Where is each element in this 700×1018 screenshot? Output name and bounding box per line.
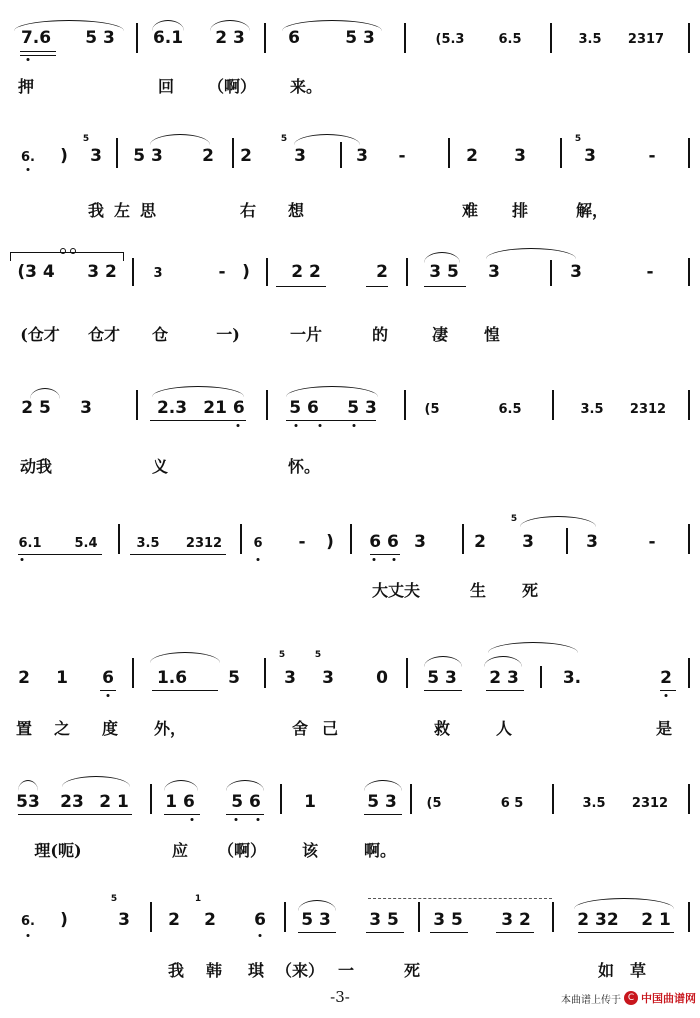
note: 21 6 [203,398,245,418]
note: 3 [356,146,368,166]
watermark-brand: 中国曲谱网 [641,992,696,1005]
lyrics-row [0,958,700,1018]
lyric: 左 [113,201,131,220]
note: 3 5 [433,910,463,930]
note: 3.5 [136,536,160,551]
note: ) [326,532,334,552]
lyric: 动我 [19,457,53,476]
notes-row: 2 1 6 1.6 5 5 3 5 3 0 5 3 2 3 3. 2 [0,640,700,700]
note: 2.3 [156,398,188,418]
note: 2 [18,668,30,688]
lyric: 置 [15,719,33,738]
lyric: （来） [275,961,325,980]
notes-row [0,384,700,444]
site-logo-icon: C [624,991,638,1005]
note: 5.4 [74,536,98,551]
lyric: 想 [287,201,305,220]
lyric: 生 [469,581,487,600]
lyric: 韩 [205,961,223,980]
note: ) [60,146,68,166]
note: (5 [426,796,442,811]
note: 2312 [185,536,223,551]
lyric: 凄 [431,325,449,344]
lyric: （啊） [217,841,267,860]
note: 2 [466,146,478,166]
notes-row [0,246,700,306]
note: 6.5 [498,32,522,47]
note: 3 [414,532,426,552]
note: (3 4 [17,262,55,282]
note: 5 3 [427,668,457,688]
note: 1 [304,792,316,812]
lyric: 该 [301,841,319,860]
lyric: 义 [151,457,169,476]
lyric: 琪 [247,961,265,980]
note: 3. [562,668,582,688]
note: 3 [153,266,163,281]
watermark [561,990,696,1006]
note: 3 [570,262,582,282]
note: 6. [21,150,35,165]
lyric: 回 [157,77,175,96]
lyric: （啊） [207,77,257,96]
lyric: 如 [597,961,615,980]
system-6 [0,640,700,738]
note: 2 1 [99,792,129,812]
note: 3 [584,146,596,166]
note: 3 [488,262,500,282]
lyric: 来。 [289,77,323,96]
lyric: 思 [139,201,157,220]
note: 2 3 [215,28,245,48]
note: 3 [294,146,306,166]
lyric: 己 [321,719,339,738]
note: 23 [60,792,84,812]
system-3 [0,246,700,344]
note: 6.1 [18,536,42,551]
note: (5 [424,402,440,417]
note: 2 5 [21,398,51,418]
lyric: 救 [433,719,451,738]
note: 2 [376,262,388,282]
system-4 [0,384,700,474]
lyric: 死 [403,961,421,980]
note: (5.3 [435,32,465,47]
lyric: 死 [521,581,539,600]
note: 5 [228,668,240,688]
lyric: 右 [239,201,257,220]
note: 3 5 [369,910,399,930]
note: 6. [21,914,35,929]
note: 2312 [631,796,669,811]
notes-row: 6.1 5.4 3.5 2312 6 - ) 6 6 3 2 5 3 3 - [0,510,700,570]
lyric: 啊。 [363,841,397,860]
lyric: 大丈夫 [371,581,421,600]
lyric: 一) [216,325,240,344]
note: 6 [254,910,266,930]
system-5 [0,510,700,600]
note: 0 [376,668,388,688]
note: 2 32 [577,910,619,930]
lyric: 度 [101,719,119,738]
lyric: 人 [495,719,513,738]
lyric: 的 [371,325,389,344]
note: 3 [118,910,130,930]
lyric: 是 [655,719,673,738]
lyric: 怀。 [287,457,321,476]
lyric: 惶 [483,325,501,344]
note: 3 [586,532,598,552]
note: 5 3 [301,910,331,930]
system-8 [0,888,700,978]
note: - [646,262,654,282]
note: 3 5 [429,262,459,282]
watermark-text: 本曲谱上传于 [561,994,621,1006]
note: 2 [474,532,486,552]
note: 6 5 [500,796,524,811]
lyrics-row [0,74,700,134]
note: - [648,532,656,552]
notes-row [0,770,700,830]
note: ) [242,262,250,282]
lyrics-row [0,716,700,776]
note: 3 2 [87,262,117,282]
lyric: 舍 [291,719,309,738]
note: 2 [660,668,672,688]
lyric: 解， [575,201,609,220]
note: 2312 [629,402,667,417]
note: 3 2 [501,910,531,930]
note: 3 [514,146,526,166]
lyric: 押 [17,77,35,96]
note: 5 6 [289,398,319,418]
note: 5 6 [231,792,261,812]
lyrics-row [0,578,700,638]
note: 2317 [627,32,665,47]
lyric: 我 [87,201,105,220]
lyric: 外， [153,719,187,738]
note: 1 6 [165,792,195,812]
note: 1.6 [156,668,188,688]
lyric: 草 [629,961,647,980]
note: - [298,532,306,552]
lyric: (仓才 [20,325,60,344]
notes-row: 6. ) 5 3 5 3 2 2 5 3 3 - 2 3 5 3 - [0,134,700,194]
lyric: 之 [53,719,71,738]
note: 3.5 [582,796,606,811]
note: 3.5 [578,32,602,47]
note: 5 3 [367,792,397,812]
note: 3 [90,146,102,166]
lyric: 理(呃) [34,841,82,860]
note: 6 [102,668,114,688]
note: 3 [284,668,296,688]
note: 2 [204,910,216,930]
note: 5 3 [85,28,115,48]
lyric: 一 [337,961,355,980]
note: 3 [80,398,92,418]
note: 6 [288,28,300,48]
notes-row [0,18,700,78]
note: 3 [322,668,334,688]
note: 5 3 [133,146,163,166]
note: - [218,262,226,282]
lyric: 我 [167,961,185,980]
note: 6.5 [498,402,522,417]
lyric: 排 [511,201,529,220]
note: 2 2 [291,262,321,282]
lyric: 应 [171,841,189,860]
lyric: 难 [461,201,479,220]
page-number: -3- [330,988,350,1006]
notes-row: 6. ) 5 3 2 1 2 6 5 3 3 5 3 5 3 2 2 32 2 1 [0,888,700,948]
note: 2 [202,146,214,166]
lyric: 仓才 [87,325,121,344]
note: 3.5 [580,402,604,417]
note: 2 [168,910,180,930]
note: ) [60,910,68,930]
note: 53 [16,792,40,812]
note: 7.6 [20,28,52,48]
note: - [398,146,406,166]
note: 6.1 [152,28,184,48]
note: 6 [253,536,263,551]
note: 2 [240,146,252,166]
note: 2 1 [641,910,671,930]
note: 6 6 [369,532,399,552]
note: 1 [56,668,68,688]
system-7 [0,770,700,860]
system-2 [0,134,700,224]
system-1 [0,18,700,108]
lyric: 仓 [151,325,169,344]
note: 2 3 [489,668,519,688]
note: 5 3 [345,28,375,48]
lyrics-row [0,322,700,382]
note: - [648,146,656,166]
lyric: 一片 [289,325,323,344]
note: 5 3 [347,398,377,418]
lyrics-row [0,454,700,514]
note: 3 [522,532,534,552]
